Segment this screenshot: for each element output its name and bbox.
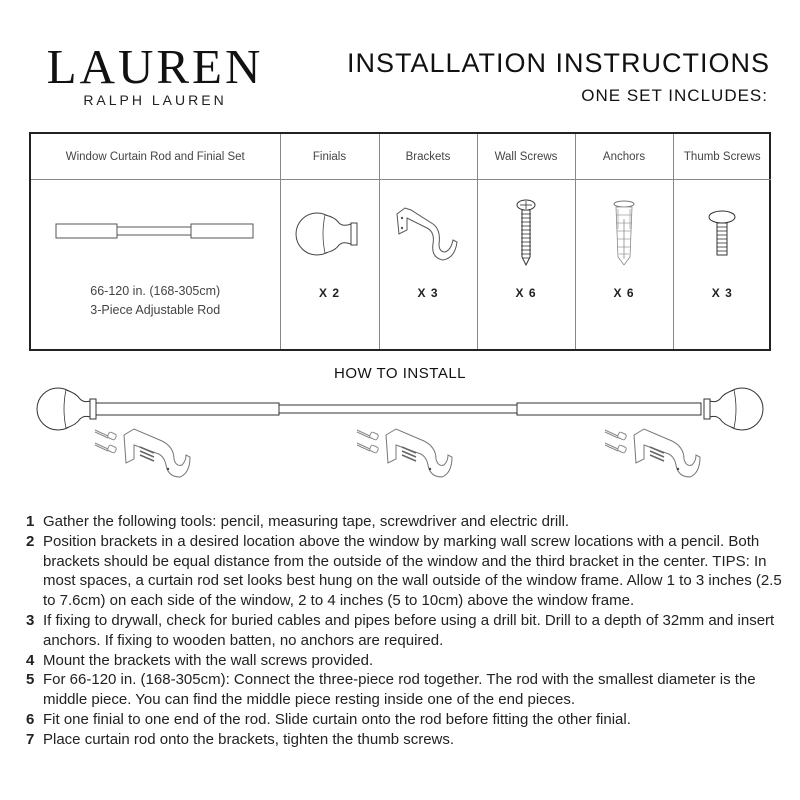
installation-diagram [30, 383, 770, 493]
step-2 [26, 532, 786, 611]
finial-icon [37, 388, 96, 430]
brackets-qty: X 3 [417, 286, 439, 300]
step-5 [26, 670, 786, 710]
parts-table [29, 132, 771, 351]
thumb-screws-qty: X 3 [711, 286, 733, 300]
step-text: Gather the following tools: pencil, measuring tape, screwdriver and electric drill. [43, 513, 570, 530]
step-6 [26, 710, 786, 730]
step-number: 2 [26, 532, 35, 550]
step-text: Place curtain rod onto the brackets, tighten the thumb screws. [43, 730, 455, 748]
parts-cell-brackets [379, 180, 477, 350]
step-number: 1 [26, 513, 35, 530]
anchors-qty: X 6 [613, 286, 635, 300]
step-number: 5 [26, 671, 35, 689]
step-number: 3 [26, 611, 35, 629]
rod-size: 66-120 in. (168-305cm) [90, 284, 221, 298]
parts-cell-thumb-screws [673, 180, 771, 350]
installation-steps [26, 512, 786, 750]
parts-header-thumb-screws: Thumb Screws [673, 134, 771, 180]
step-3 [26, 611, 786, 651]
rod-description: 3-Piece Adjustable Rod [90, 303, 221, 317]
bracket-icon [393, 204, 463, 264]
wall-screw-icon [511, 199, 541, 269]
curtain-rod-icon [55, 221, 255, 241]
step-text: For 66-120 in. (168-305cm): Connect the three-piece rod together. The rod with the smallest diameter is the middle piece. You can find the middle piece resting inside one of the end pieces. [43, 671, 756, 709]
bracket-set [95, 429, 190, 477]
bracket-icon [124, 429, 190, 477]
parts-header-brackets: Brackets [379, 134, 477, 180]
anchor-icon [95, 430, 117, 453]
brand-name: LAUREN [46, 39, 264, 94]
thumb-screw-icon [702, 209, 742, 259]
parts-header-rod: Window Curtain Rod and Finial Set [31, 134, 280, 180]
finials-qty: X 2 [318, 286, 340, 300]
curtain-rod-icon [96, 403, 701, 415]
wall-screws-qty: X 6 [515, 286, 537, 300]
anchor-icon [609, 199, 639, 269]
brand-subname: RALPH LAUREN [83, 92, 227, 108]
how-to-install-heading: HOW TO INSTALL [333, 365, 467, 382]
step-text: Position brackets in a desired location above the window by marking wall screw locations with a pencil. Both brackets should be equal distance from the outside of the window and the third bracket in the center. TIPS: In most spaces, a curtain rod set looks best hung on the wall outside of the window frame. Allow 1 to 3 inches (2.5 to 7.6cm) on each side of the window, 2 to 4 inches (5 to 10cm) above the window frame. [43, 532, 782, 610]
parts-cell-rod [31, 180, 280, 350]
step-4 [26, 651, 786, 671]
step-1 [26, 512, 786, 532]
parts-header-wall-screws: Wall Screws [477, 134, 575, 180]
step-text: If fixing to drywall, check for buried cables and pipes before using a drill bit. Drill to a depth of 32mm and insert anchors. If fixing to wooden batten, no anchors are required. [43, 611, 775, 649]
finial-icon [295, 209, 365, 259]
step-number: 6 [26, 710, 35, 728]
parts-header-anchors: Anchors [575, 134, 673, 180]
step-number: 4 [26, 651, 35, 669]
step-text: Mount the brackets with the wall screws provided. [43, 651, 374, 669]
page-title: INSTALLATION INSTRUCTIONS [346, 48, 770, 78]
page-subtitle: ONE SET INCLUDES: [581, 86, 768, 105]
finial-icon [704, 388, 763, 430]
brand-logo [45, 39, 265, 108]
step-text: Fit one finial to one end of the rod. Slide curtain onto the rod before fitting the other finial. [43, 710, 631, 728]
step-number: 7 [26, 730, 35, 748]
parts-header-finials: Finials [280, 134, 379, 180]
parts-cell-finials [280, 180, 379, 350]
parts-cell-anchors [575, 180, 673, 350]
parts-cell-wall-screws [477, 180, 575, 350]
step-7 [26, 730, 786, 750]
